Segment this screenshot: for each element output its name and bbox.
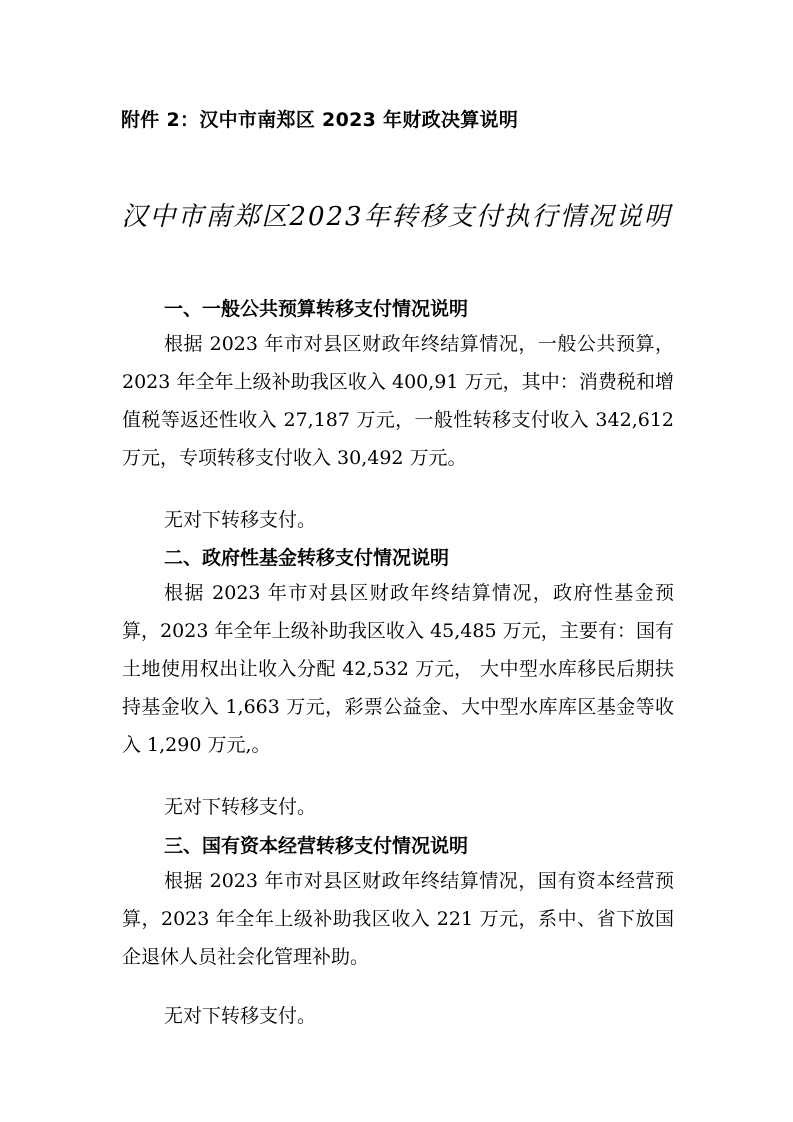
section-3-body: 根据 2023 年市对县区财政年终结算情况，国有资本经营预算，2023 年全年上级补助我区收入 221 万元，系中、省下放国企退休人员社会化管理补助。: [122, 870, 674, 968]
document-title: 汉中市南郑区2023年转移支付执行情况说明: [121, 202, 672, 232]
section-3-heading: 三、国有资本经营转移支付情况说明: [164, 835, 469, 857]
section-2-heading: 二、政府性基金转移支付情况说明: [164, 547, 450, 569]
section-2-note: 无对下转移支付。: [164, 796, 317, 818]
attachment-label: 附件 2：汉中市南郑区 2023 年财政决算说明: [121, 109, 519, 131]
section-1-body: 根据 2023 年市对县区财政年终结算情况，一般公共预算，2023 年全年上级补助我区收入 400,91 万元，其中：消费税和增值税等返还性收入 27,187 万元，一般性转移支付收入 342,612 万元，专项转移支付收入 30,492 万元。: [122, 333, 674, 469]
section-3-note: 无对下转移支付。: [164, 1005, 317, 1027]
section-1-note: 无对下转移支付。: [164, 509, 317, 531]
section-2-body: 根据 2023 年市对县区财政年终结算情况，政府性基金预算，2023 年全年上级补助我区收入 45,485 万元，主要有：国有土地使用权出让收入分配 42,532 万元， 大中型水库移民后期扶持基金收入 1,663 万元，彩票公益金、大中型水库库区基金等收入 1,290 万元,。: [122, 582, 674, 756]
section-1-heading: 一、一般公共预算转移支付情况说明: [164, 298, 469, 320]
